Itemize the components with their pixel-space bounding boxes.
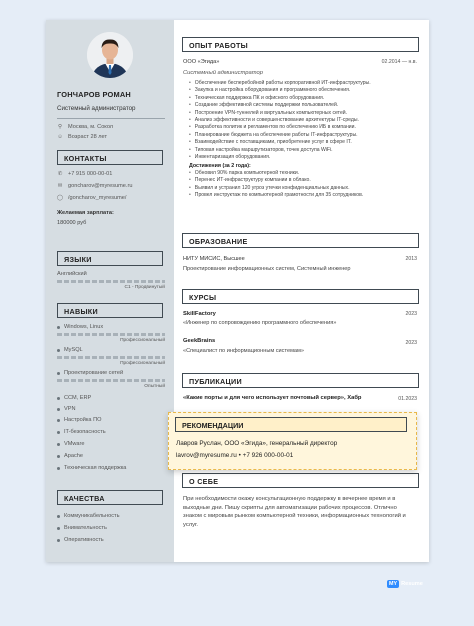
- quality-name: Оперативность: [64, 537, 104, 543]
- skill-name: Windows, Linux: [64, 324, 104, 330]
- skill-level: Профессиональный: [120, 338, 165, 343]
- tool-item: [57, 395, 91, 401]
- tool-name: VMware: [64, 441, 85, 447]
- profile-photo: [87, 32, 133, 78]
- achievements-list: [189, 170, 363, 200]
- candidate-name: ГОНЧАРОВ РОМАН: [57, 90, 131, 99]
- bullet-icon: [57, 467, 60, 470]
- course-org: GeekBrains: [183, 338, 216, 344]
- sidebar: [46, 20, 174, 562]
- divider: [57, 118, 165, 119]
- tool-name: ССМ, ERP: [64, 395, 92, 401]
- bullet-icon: [57, 349, 60, 352]
- experience-position: Системный администратор: [183, 70, 263, 76]
- tool-item: [57, 465, 126, 471]
- publication-date: 01.2023: [398, 396, 417, 402]
- quality-item: [57, 537, 104, 543]
- duties-list: [189, 80, 371, 161]
- tool-name: Техническая поддержка: [64, 465, 127, 471]
- language-level: С1 - Продвинутый: [124, 285, 165, 290]
- salary-value: 180000 руб: [57, 220, 87, 226]
- course-year: 2023: [405, 340, 417, 346]
- contacts-heading: КОНТАКТЫ: [57, 150, 163, 165]
- skill-level-bar: [57, 356, 165, 359]
- tool-name: Настройка ПО: [64, 417, 102, 423]
- experience-company: ООО «Эгида»: [183, 59, 220, 65]
- achievement-item: • Перенес ИТ-инфраструктуру компании в облако.: [189, 177, 363, 184]
- main-column: [174, 20, 429, 562]
- contact-phone[interactable]: [57, 171, 112, 177]
- phone-text: +7 915 000-00-01: [68, 171, 113, 177]
- recommender-line: Лавров Руслан, ООО «Эгида», генеральный директор: [176, 440, 338, 447]
- course-year: 2023: [405, 311, 417, 317]
- qualities-heading: КАЧЕСТВА: [57, 490, 163, 505]
- bullet-icon: [57, 515, 60, 518]
- language-name: Английский: [57, 271, 87, 277]
- duty-item: • Анализ эффективности и совершенствование архитектуры IT-среды.: [189, 117, 371, 124]
- bullet-icon: [57, 443, 60, 446]
- tool-name: IT-безопасность: [64, 429, 106, 435]
- bullet-icon: [57, 408, 60, 411]
- bullet-icon: [57, 326, 60, 329]
- skill-level-bar: [57, 379, 165, 382]
- salary-label: Желаемая зарплата:: [57, 210, 114, 216]
- quality-item: [57, 525, 107, 531]
- skill-item: [57, 347, 165, 366]
- brand-logo: [387, 580, 423, 588]
- achievement-item: • Обновил 90% парка компьютерной техники.: [189, 170, 363, 177]
- course-org: SkillFactory: [183, 311, 216, 317]
- candidate-role: Системный администратор: [57, 105, 136, 112]
- language-item: [57, 271, 165, 290]
- course-name: «Специалист по информационным системам»: [183, 348, 305, 354]
- recommendations-highlight: [168, 412, 417, 470]
- duty-item: • Создание эффективной системы поддержки пользователей.: [189, 102, 371, 109]
- phone-icon: ✆: [57, 171, 63, 177]
- duty-item: • Разработка политик и регламентов по обеспечению ИБ в компании.: [189, 124, 371, 131]
- duty-item: • Планирование бюджета на обеспечение работы IT-инфраструктуры.: [189, 132, 371, 139]
- duty-item: • Техническая поддержка ПК и офисного оборудования.: [189, 95, 371, 102]
- duty-item: • Обеспечение бесперебойной работы корпоративной ИТ-инфраструктуры.: [189, 80, 371, 87]
- skill-item: [57, 370, 165, 389]
- recommender-contact: lavrov@myresume.ru • +7 926 000-00-01: [176, 452, 294, 459]
- age-text: Возраст 28 лет: [68, 134, 108, 140]
- about-text: При необходимости окажу консультационную поддержку в вечернее время и в выходные дни. Пишу скрипты для автоматизации рабочих процессов. Отлично знаком с мировым рынком компьютерной техники, информационных технологий и услуг.: [183, 496, 406, 528]
- brand-name: Resume: [401, 581, 423, 587]
- achievement-item: • Провел инструктаж по компьютерной грамотности для 35 сотрудников.: [189, 192, 363, 199]
- person-icon: ☺: [57, 134, 63, 140]
- courses-heading: КУРСЫ: [182, 289, 419, 304]
- skype-text: /goncharov_myresume/: [68, 195, 127, 201]
- recommendations-heading: РЕКОМЕНДАЦИИ: [175, 417, 407, 432]
- age: [57, 134, 107, 140]
- bullet-icon: [57, 455, 60, 458]
- tool-item: [57, 441, 85, 447]
- brand-badge: MY: [389, 581, 398, 587]
- resume-page: [46, 20, 429, 562]
- publications-heading: ПУБЛИКАЦИИ: [182, 373, 419, 388]
- email-text: goncharov@myresume.ru: [68, 183, 133, 189]
- tool-item: [57, 429, 106, 435]
- location-text: Москва, м. Сокол: [68, 124, 114, 130]
- duty-item: • Типовая настройка маршрутизаторов, точек доступа WiFi.: [189, 147, 371, 154]
- skill-name: Проектирование сетей: [64, 370, 124, 376]
- skill-item: [57, 324, 165, 343]
- skills-heading: НАВЫКИ: [57, 303, 163, 318]
- bullet-icon: [57, 397, 60, 400]
- bullet-icon: [57, 527, 60, 530]
- skill-level: Профессиональный: [120, 361, 165, 366]
- experience-dates: 02.2014 — н.в.: [381, 59, 417, 65]
- skype-icon: ◯: [56, 195, 64, 201]
- bullet-icon: [57, 539, 60, 542]
- tool-name: Apache: [64, 453, 83, 459]
- education-year: 2013: [405, 256, 417, 262]
- achievement-item: • Выявил и устранил 120 угроз утечки конфиденциальных данных.: [189, 185, 363, 192]
- mail-icon: ✉: [57, 183, 63, 189]
- experience-heading: ОПЫТ РАБОТЫ: [182, 37, 419, 52]
- duty-item: • Построение VPN-туннелей и виртуальных компьютерных сетей.: [189, 110, 371, 117]
- education-heading: ОБРАЗОВАНИЕ: [182, 233, 419, 248]
- tool-item: [57, 453, 83, 459]
- contact-skype[interactable]: [57, 195, 126, 201]
- language-level-bar: [57, 280, 165, 283]
- skill-level-bar: [57, 333, 165, 336]
- tool-name: VPN: [64, 406, 76, 412]
- bullet-icon: [57, 419, 60, 422]
- skill-name: MySQL: [64, 347, 83, 353]
- about-heading: О СЕБЕ: [182, 473, 419, 488]
- duty-item: • Инвентаризация оборудования.: [189, 154, 371, 161]
- quality-name: Внимательность: [64, 525, 107, 531]
- education-school: НИТУ МИСИС, Высшее: [183, 256, 245, 262]
- skill-level: Опытный: [144, 384, 165, 389]
- tool-item: [57, 417, 101, 423]
- location-pin-icon: ⚲: [57, 124, 63, 130]
- course-name: «Инженер по сопровождению программного обеспечения»: [183, 320, 337, 326]
- achievements-heading: Достижения (за 2 года):: [189, 163, 251, 169]
- contact-email[interactable]: [57, 183, 132, 189]
- location: [57, 124, 113, 130]
- bullet-icon: [57, 372, 60, 375]
- publication-title: «Какие порты и для чего использует почтовый сервер», Хабр: [183, 395, 362, 401]
- quality-item: [57, 513, 120, 519]
- languages-heading: ЯЗЫКИ: [57, 251, 163, 266]
- duty-item: • Взаимодействие с поставщиками, приобретение услуг в сфере IT.: [189, 139, 371, 146]
- education-program: Проектирование информационных систем, Системный инженер: [183, 266, 351, 272]
- bullet-icon: [57, 431, 60, 434]
- duty-item: • Закупка и настройка оборудования и программного обеспечения.: [189, 87, 371, 94]
- tool-item: [57, 406, 76, 412]
- quality-name: Коммуникабельность: [64, 513, 120, 519]
